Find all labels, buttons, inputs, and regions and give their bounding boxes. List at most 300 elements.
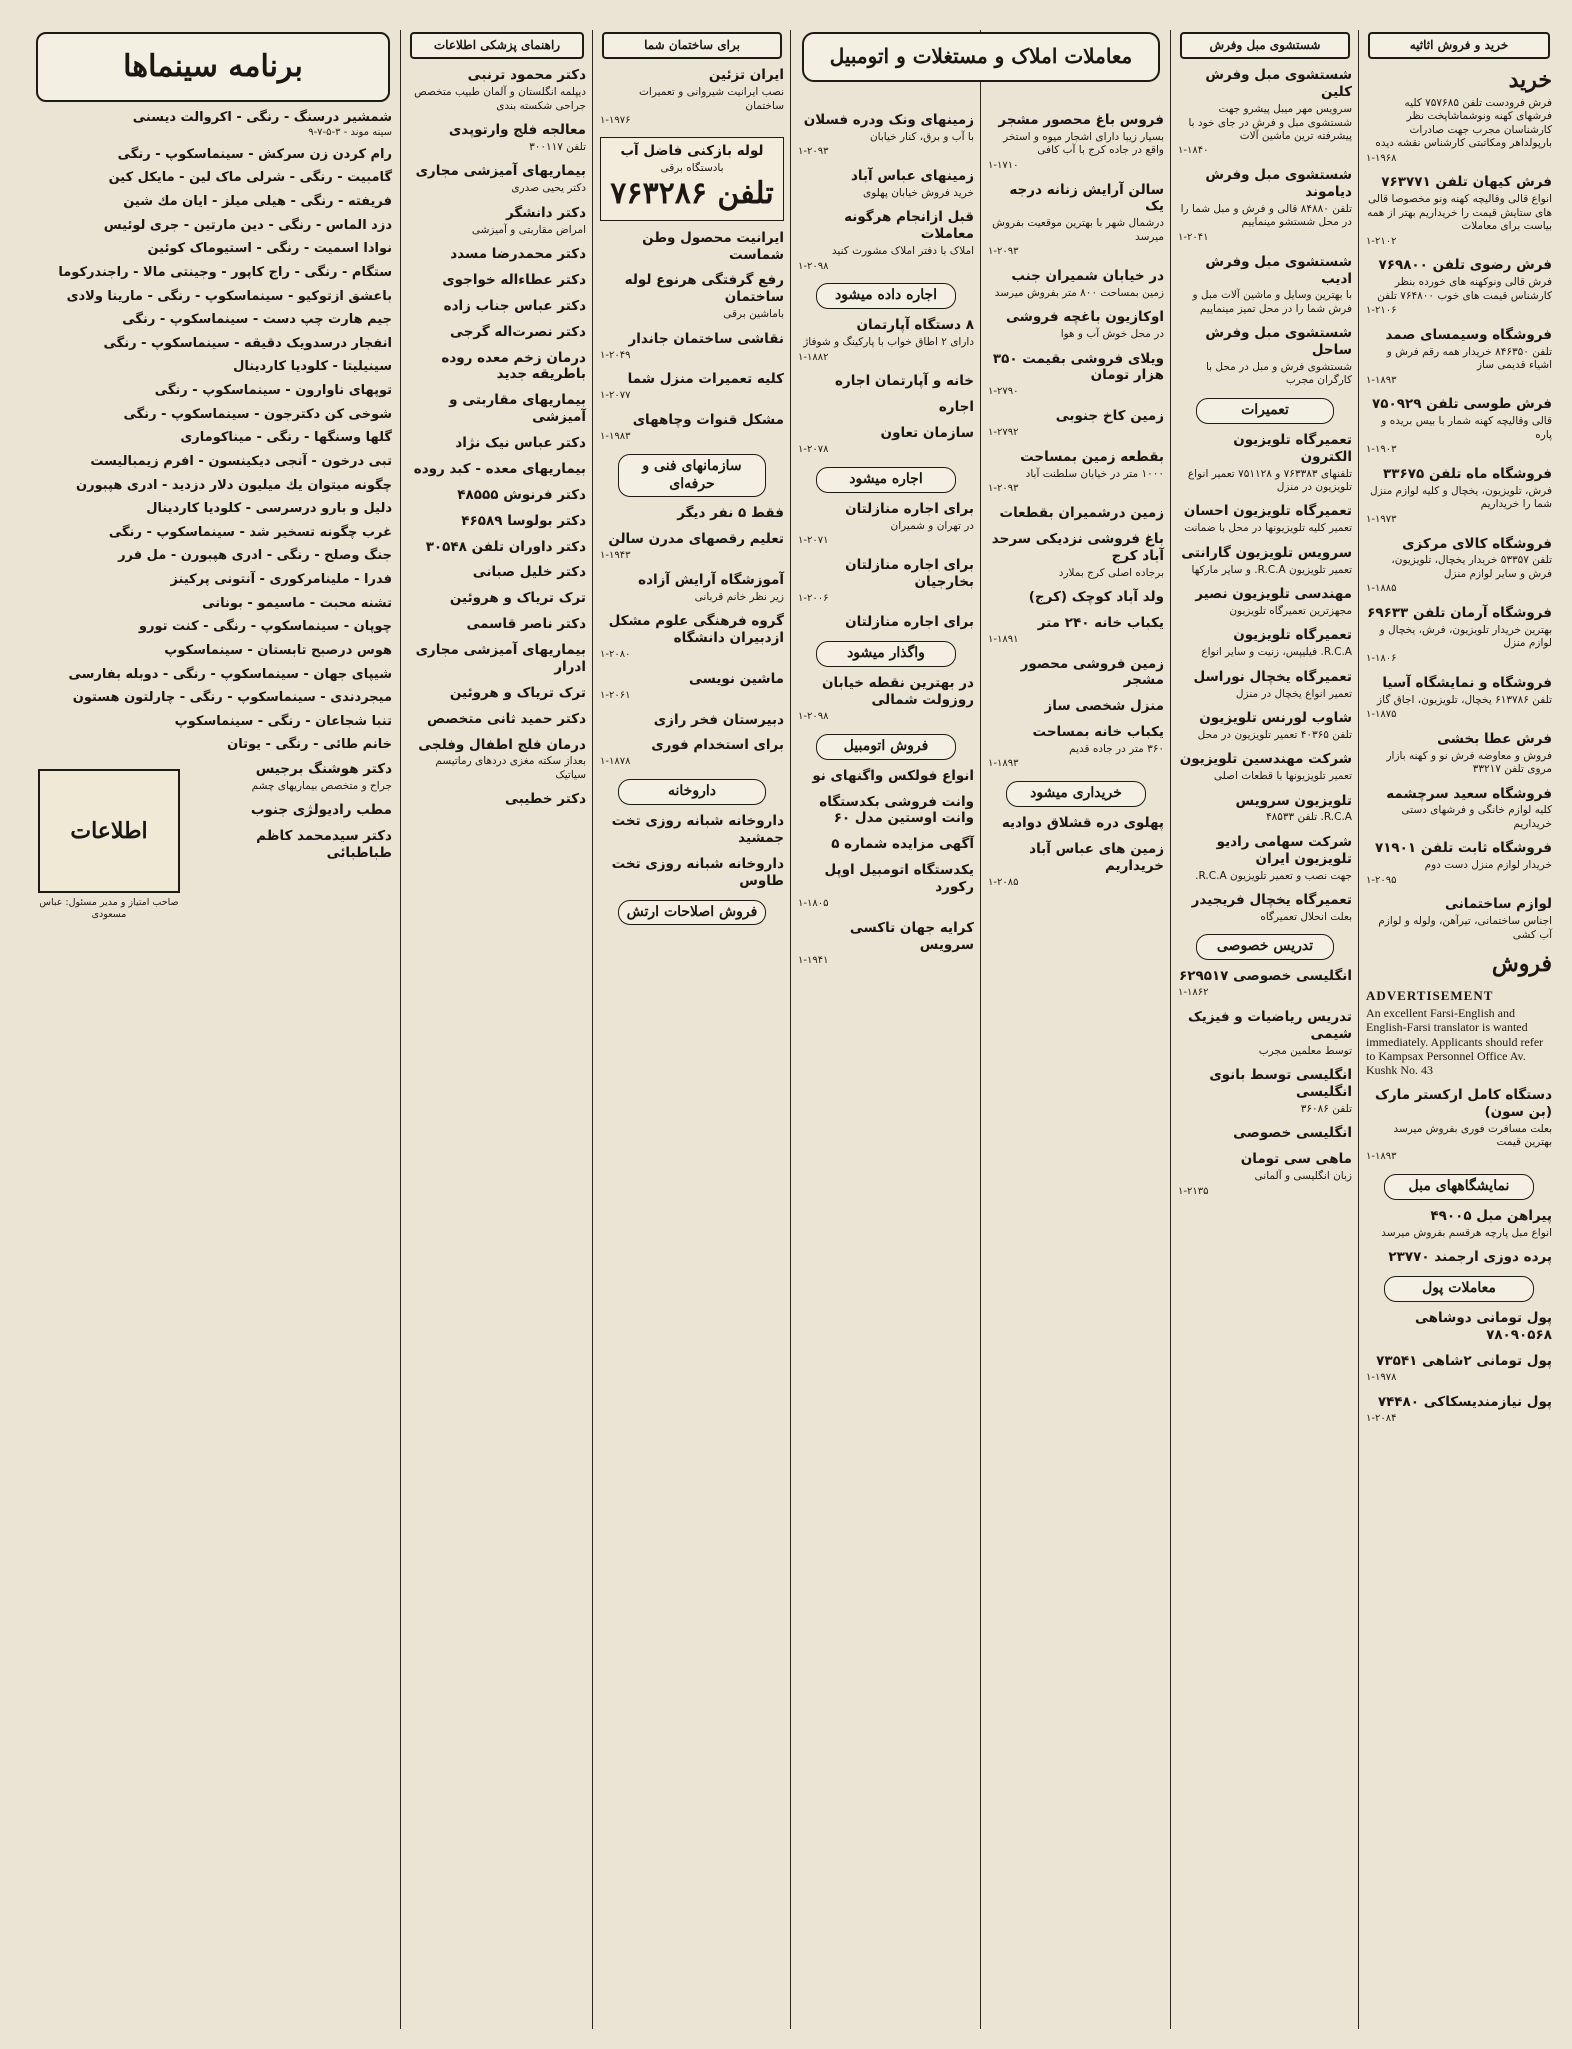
classified-ad	[1366, 731, 1552, 777]
classified-ad	[1366, 327, 1552, 388]
ad-title: فرش طوسی تلفن ۷۵۰۹۲۹	[1372, 396, 1552, 413]
ad-code: ۱-۱۸۰۶	[1366, 652, 1397, 664]
ad-code: ۱-۲۰۷۱	[798, 535, 829, 547]
classified-ad	[798, 317, 974, 364]
classified-ad	[408, 298, 586, 315]
movie-title: غرب چگونه تسخیر شد - سینماسکوپ - رنگی	[108, 524, 392, 540]
ad-body: شستشوی فرش و مبل در محل با کارگران مجرب	[1205, 361, 1352, 387]
section-title: برای ساختمان شما	[602, 32, 782, 59]
ad-body: اجناس ساختمانی، تیرآهن، ولوله و لوازم آب کشی	[1378, 915, 1552, 941]
ad-title: دکتر خطیبی	[505, 791, 586, 808]
subsection-title: معاملات پول	[1384, 1276, 1534, 1302]
ad-code: ۱-۱۸۰۵	[798, 897, 829, 909]
ad-body: جراح و متخصص بیماریهای چشم	[251, 779, 392, 792]
ad-body: تعمیر کلیه تلویزیونها در محل با ضمانت	[1184, 522, 1352, 535]
ad-title: فروشگاه کالای مرکزی	[1402, 535, 1552, 552]
column-furniture-cleaning-repairs	[1174, 28, 1356, 2031]
ad-title: سالن آرایش زنانه درجه یک	[1009, 181, 1164, 215]
classified-ad	[190, 761, 392, 793]
ad-title: یکدستگاه اتومبیل اوپل رکورد	[824, 862, 974, 896]
movie-listing	[34, 478, 392, 495]
ad-body: تلفن ۴۰۳۶۵ تعمیر تلویزیون در محل	[1197, 728, 1352, 741]
newspaper-logo	[38, 769, 180, 893]
ad-title: شستشوی مبل وفرش کلین	[1205, 67, 1352, 101]
classified-ad	[1178, 751, 1352, 783]
ad-code: ۱-۲۰۹۵	[1366, 874, 1397, 886]
movie-title: تنبا شجاعان - رنگی - سینماسکوپ	[174, 713, 392, 729]
classified-ad	[798, 557, 974, 606]
classified-ad	[1178, 1067, 1352, 1116]
ad-body: برجاده اصلی کرج بملارد	[1058, 566, 1164, 579]
ad-code: ۱-۲۰۴۱	[1178, 231, 1209, 243]
classified-ad	[1366, 257, 1552, 318]
ad-title: فرش کیهان تلفن ۷۶۳۷۷۱	[1381, 174, 1552, 191]
movie-title: رام کردن زن سرکش - سینماسکوپ - رنگی	[117, 146, 392, 162]
classified-ad	[798, 836, 974, 853]
movie-times: سینه موند - ۳-۵-۷-۹	[308, 127, 392, 139]
ad-body: تعمیر تلویزیون R.C.A. و سایر مارکها	[1191, 563, 1352, 576]
ad-body: قالی وقالیچه کهنه شمار با بیس بریده و پاره	[1381, 415, 1552, 441]
ad-title: شاوب لورنس تلویزیون	[1199, 709, 1352, 726]
ad-code: ۱-۲۱۰۲	[1366, 235, 1397, 247]
classified-ad	[600, 371, 784, 403]
classified-ad	[798, 862, 974, 911]
ad-body: تلفن ۶۱۳۷۸۶ یخچال، تلویزیون، اجاق گاز	[1377, 693, 1552, 706]
movie-title: چوپان - سینماسکوپ - رنگی - کنت تورو	[138, 619, 392, 635]
ad-code: ۱-۱۹۷۶	[600, 115, 631, 127]
movie-title: شوخی کن دکترجون - سینماسکوپ - رنگی	[123, 406, 392, 422]
classified-ad	[988, 531, 1164, 580]
ad-title: زمین درشمیران بقطعات	[999, 504, 1164, 521]
classified-ad	[408, 246, 586, 263]
column-building-services	[596, 28, 788, 2031]
ad-title: وانت فروشی بکدستگاه وانت اوستین مدل ۶۰	[819, 793, 974, 827]
classified-ad	[408, 272, 586, 289]
ad-body: تعمیر تلویزیونها با قطعات اصلی	[1213, 770, 1352, 783]
movie-listing	[34, 147, 392, 164]
ad-title: باغ فروشی نزدیکی سرحد آباد کرج	[991, 530, 1164, 564]
ad-title: یکباب خانه بمساحت	[1032, 724, 1164, 741]
ad-body: تلفن ۸۴۸۸۰ قالی و فرش و مبل شما را در محل شستشو مینماییم	[1180, 202, 1352, 229]
ad-title: ماشین نویسی	[688, 670, 784, 687]
ad-title: دکتر ناصر قاسمی	[466, 616, 586, 633]
ad-title: درمان فلج اطفال وفلجی	[418, 736, 586, 753]
ad-title: پول تومانی ۲شاهی ۷۳۵۴۱	[1376, 1353, 1552, 1370]
movie-title: هوس درصبح تابستان - سینماسکوپ	[164, 642, 392, 658]
ad-body: R.C.A. تلفن ۴۸۵۳۳	[1265, 811, 1352, 824]
ad-body: فرش، تلویزیون، یخچال و کلیه لوازم منزل شما را خریداریم	[1369, 484, 1552, 511]
classified-ad	[408, 163, 586, 195]
ad-code: ۱-۱۹۷۳	[1366, 513, 1397, 525]
ad-title: شرکت مهندسین تلویزیون	[1179, 751, 1352, 768]
ad-title: خرید	[1508, 67, 1552, 94]
ad-body: فروش و معاوضه فرش نو و کهنه بازار مروی تلفن ۳۳۲۱۷	[1386, 749, 1552, 776]
ad-title: شستشوی مبل وفرش دیاموند	[1205, 167, 1352, 201]
classified-ad	[1178, 834, 1352, 883]
ad-title: فروشگاه وسیمسای صمد	[1385, 326, 1552, 343]
movie-title: فریفته - رنگی - هیلی میلز - ایان مك شین	[123, 194, 392, 210]
ad-body: بعداز سکته مغزی دردهای رماتیسم سیاتیک	[435, 755, 586, 781]
ad-title: دکتر هوشنگ برجیس	[255, 761, 392, 778]
classified-ad	[408, 642, 586, 676]
ad-body: تلفن ۵۳۳۵۷ خریدار یخچال، تلویزیون، فرش و سایر لوازم منزل	[1391, 554, 1552, 580]
bottom-block	[34, 761, 392, 921]
movie-listing	[34, 643, 392, 660]
pipe-cleaning-ad	[600, 137, 784, 221]
ad-title: خانه و آپارتمان اجاره	[835, 373, 974, 390]
section-title: شستشوی مبل وفرش	[1180, 32, 1350, 59]
ad-title: تعمیرگاه تلویزیون الکترون	[1233, 431, 1352, 465]
movie-title: میجردندی - سینماسکوپ - رنگی - چارلتون هستون	[72, 690, 392, 706]
ad-title: زمینهای ونک ودره فسلان	[803, 112, 974, 128]
ad-subtitle: بادستگاه برقی	[660, 161, 724, 174]
ad-title: دکتر داوران تلفن ۳۰۵۴۸	[425, 538, 586, 555]
subsection-title: سازمانهای فنی و حرفه‌ای	[618, 454, 766, 498]
ad-title: دکتر محمود ترنبی	[467, 67, 586, 84]
movie-listing	[34, 525, 392, 542]
ad-title: دکتر عباس نیک نژاد	[455, 435, 586, 452]
ad-title: مهندسی تلویزیون نصیر	[1195, 586, 1352, 603]
ad-title: پهلوی دره قشلاق دوادیه	[1001, 815, 1164, 832]
masthead-seal	[34, 761, 184, 921]
classified-ad	[1178, 892, 1352, 924]
classified-ad	[988, 841, 1164, 890]
movie-listing	[34, 430, 392, 447]
ad-title: دکتر عطاءاله خواجوی	[442, 271, 586, 288]
ad-title: دکتر فرنوش ۴۸۵۵۵	[457, 486, 586, 503]
movie-title: شمشیر درسنگ - رنگی - اکروالت دیسنی	[132, 110, 392, 126]
ad-title: فرش عطا بخشی	[1437, 730, 1552, 747]
classified-ad	[190, 828, 392, 862]
classified-ad	[798, 373, 974, 390]
movie-title: فدرا - ملینامرکوری - آنتونی پرکینز	[170, 572, 392, 588]
movie-listing	[34, 454, 392, 471]
ad-code: ۱-۱۷۱۰	[988, 159, 1019, 171]
classified-ad	[1366, 1310, 1552, 1344]
classified-ad	[1178, 1125, 1352, 1142]
classified-ad	[1366, 1087, 1552, 1164]
ad-title: تلویزیون سرویس	[1235, 792, 1352, 809]
ad-body: مجهزترین تعمیرگاه تلویزیون	[1229, 604, 1352, 617]
movie-title: شیپای جهان - سینماسکوپ - رنگی - دوبله بفارسی	[68, 666, 392, 682]
ad-title: منزل شخصی ساز	[1044, 698, 1164, 715]
subsection-title: فروش اتومبیل	[816, 734, 956, 760]
ad-title: زمین فروشی محصور مشجر	[1020, 655, 1164, 689]
classified-ad	[1178, 325, 1352, 388]
ad-body: املاک با دفتر املاک مشورت کنید	[831, 245, 974, 258]
classified-ad	[988, 505, 1164, 522]
ad-code: ۱-۱۹۶۸	[1366, 152, 1397, 164]
ad-title: مطب رادیولژی جنوب	[250, 802, 392, 819]
classified-ad	[1366, 174, 1552, 248]
classified-ad	[408, 122, 586, 154]
column-cinema-program	[30, 28, 396, 2031]
ad-code: ۱-۱۹۸۳	[600, 430, 631, 442]
classified-ad	[1366, 1249, 1552, 1266]
classified-ad	[408, 737, 586, 783]
classified-ad	[408, 513, 586, 530]
ad-title: سازمان تعاون	[880, 425, 974, 442]
ad-body: تلفن ۳۶۰۸۶	[1300, 1102, 1352, 1115]
ad-title: دکتر نصرت‌اله گرجی	[450, 323, 586, 340]
movie-listing	[34, 737, 392, 754]
column-rentals-cars	[794, 112, 978, 2031]
classified-ad	[408, 461, 586, 478]
column-rule	[790, 30, 791, 2029]
classified-ad	[1178, 586, 1352, 618]
movie-title: توپهای ناوارون - سینماسکوپ - رنگی	[154, 383, 392, 399]
movie-title: تشنه محبت - ماسیمو - بونانی	[202, 595, 392, 611]
ad-title: اجاره	[938, 399, 974, 416]
ad-code: ۱-۲۰۹۳	[988, 483, 1019, 495]
classified-ad	[1178, 545, 1352, 577]
ad-title: تعلیم رقصهای مدرن سالن	[608, 531, 784, 548]
ad-title: تعمیرگاه تلویزیون احسان	[1183, 503, 1352, 520]
ad-body: سرویس مهر میبل پیشرو جهت شستشوی مبل و فرش در جای خود با پیشرفته ترین ماشین آلات	[1188, 103, 1352, 142]
ad-title: آگهی مزایده شماره ۵	[831, 836, 974, 853]
ad-title: رفع گرفتگی هرنوع لوله ساختمان	[624, 272, 784, 306]
movie-listing	[34, 110, 392, 139]
movie-title: جنگ وصلح - رنگی - ادری هپبورن - مل فرر	[118, 548, 392, 564]
movie-listing	[34, 596, 392, 613]
movie-listing	[34, 407, 392, 424]
classified-ad	[600, 813, 784, 847]
column-rule	[980, 30, 981, 2029]
movie-title: سینیلیتا - کلودیا کاردینال	[233, 359, 392, 375]
ad-body: باماشین برقی	[723, 308, 784, 321]
classified-ad	[408, 392, 586, 426]
ad-body: تلفن ۳۰۰۱۱۷	[529, 140, 586, 153]
ad-body: ۱۰۰۰ متر در خیابان سلطنت آباد	[1025, 467, 1164, 480]
movie-listing	[34, 336, 392, 353]
ad-title: قبل ازانجام هرگونه معاملات	[844, 209, 974, 243]
ad-code: ۱-۲۰۰۶	[798, 592, 829, 604]
ad-code: ۱-۲۰۸۵	[988, 876, 1019, 888]
ad-code: ۱-۱۸۸۵	[1366, 583, 1397, 595]
classified-ad	[600, 613, 784, 662]
classified-ad	[988, 724, 1164, 771]
classified-ad	[988, 615, 1164, 647]
movie-listing	[34, 690, 392, 707]
ad-body: جهت نصب و تعمیر تلویزیون R.C.A.	[1195, 869, 1352, 882]
ad-body: دارای ۲ اطاق خواب با پارکینگ و شوفاژ	[803, 336, 974, 349]
movie-listing	[34, 714, 392, 731]
classified-ad	[1178, 710, 1352, 742]
movie-listing	[34, 667, 392, 684]
ad-title: زمین های عباس آباد خریداریم	[1029, 841, 1164, 874]
classified-ad	[600, 671, 784, 703]
ad-title: دکتر محمدرضا مسدد	[450, 246, 586, 263]
classified-ad	[1178, 968, 1352, 1000]
classified-ad	[600, 412, 784, 444]
classified-ad	[798, 794, 974, 828]
ad-body: بعلت مسافرت فوری بفروش میرسد بهترین قیمت	[1393, 1122, 1552, 1149]
ad-title: بیماریهای معده - کبد روده	[413, 460, 586, 477]
ad-code: ۱-۱۹۴۳	[600, 550, 631, 562]
ad-title: داروخانه شبانه روزی تخت طاوس	[611, 855, 784, 889]
ad-title: درمان زخم معده روده باطریقه جدید	[441, 349, 586, 383]
classified-ad	[408, 435, 586, 452]
ad-title: ویلای فروشی بقیمت ۳۵۰ هزار تومان	[992, 350, 1164, 384]
ad-body: زمین بمساحت ۸۰۰ متر بفروش میرسد	[994, 286, 1164, 299]
classified-ad	[798, 614, 974, 631]
ad-title: ایران تزئین	[708, 67, 784, 84]
section-title: راهنمای پزشکی اطلاعات	[410, 32, 584, 59]
ad-code: ۱-۱۸۴۰	[1178, 145, 1209, 157]
classified-ad	[1366, 896, 1552, 942]
movie-title: انفجار درسدویک دقیقه - سینماسکوپ - رنگی	[103, 335, 392, 351]
classified-ad	[798, 112, 974, 159]
ad-body: امراض مقاربتی و آمیزشی	[471, 223, 586, 236]
ad-body: فرش قالی ونوکهنه های خورده بنظر کارشناس قیمت های خوب ۷۶۴۸۰۰ تلفن	[1377, 276, 1552, 302]
classified-ad	[988, 589, 1164, 606]
ad-title: شستشوی مبل وفرش ادیب	[1205, 253, 1352, 287]
section-title: خرید و فروش اثاثیه	[1368, 32, 1550, 59]
movie-title: جیم هارت چپ دست - سینماسکوپ - رنگی	[122, 312, 392, 328]
ad-code: ۱-۱۸۹۳	[988, 758, 1019, 770]
ad-body: ۳۶۰ متر در جاده قدیم	[1069, 743, 1164, 756]
ad-code: ۱-۲۰۹۸	[798, 260, 829, 272]
classified-ad	[1366, 536, 1552, 597]
ad-title: بیماریهای آمیزشی مجاری	[415, 163, 586, 180]
ad-body: نصب ایرانیت شیروانی و تعمیرات ساختمان	[639, 86, 784, 112]
ad-title: برای اجاره منازلتان	[845, 614, 974, 631]
ad-title: زمینهای عباس آباد	[850, 168, 974, 185]
ad-code: ۱-۲۰۴۹	[600, 349, 631, 361]
classified-ad	[1178, 67, 1352, 158]
ad-body: توسط معلمین مجرب	[1258, 1044, 1352, 1057]
ad-title: ایرانیت محصول وطن شماست	[642, 229, 784, 263]
movie-listing	[34, 265, 392, 282]
ad-title: زمین کاخ جنوبی	[1055, 408, 1164, 425]
classified-ad	[408, 564, 586, 581]
classified-ad	[798, 768, 974, 785]
column-rule	[400, 30, 401, 2029]
classified-ad	[988, 656, 1164, 690]
ad-code: ۱-۲۰۶۱	[600, 689, 631, 701]
ad-code: ۱-۱۸۹۱	[988, 633, 1019, 645]
ad-title: آموزشگاه آرایش آزاده	[638, 572, 784, 589]
classified-ad	[408, 324, 586, 341]
ad-title: بیماریهای مقاربتی و آمیزشی	[449, 392, 586, 426]
classified-ad	[988, 351, 1164, 400]
ad-code: ۱-۲۰۸۰	[600, 649, 631, 661]
ad-body: انواع مبل پارچه هرقسم بفروش میرسد	[1381, 1227, 1552, 1240]
classified-ad	[1178, 503, 1352, 535]
ad-body: بسیار زیبا دارای اشجار میوه و استخر واقع در جاده کرج با آب کافی	[1003, 130, 1164, 157]
column-furniture-sale	[1362, 28, 1556, 2031]
classified-ad	[798, 168, 974, 200]
movie-listing	[34, 241, 392, 258]
classified-ad	[600, 572, 784, 604]
ad-body: انواع قالی وقالیچه کهنه ونو مخصوصا قالی های ستایش قیمت را خریداریم بهتر از همه بیاست برای معاملات	[1367, 193, 1552, 233]
movie-listing	[34, 572, 392, 589]
ad-body: خریدار لوازم منزل دست دوم	[1424, 859, 1552, 872]
classified-ad	[1366, 1394, 1552, 1426]
ad-title: یکباب خانه ۲۴۰ متر	[1037, 614, 1164, 631]
ad-code: ۱-۲۱۳۵	[1178, 1185, 1209, 1197]
movie-listing	[34, 194, 392, 211]
real-estate-banner-area	[796, 28, 1166, 108]
classified-ad	[1366, 951, 1552, 979]
classified-ad	[1178, 793, 1352, 825]
ad-code: ۱-۱۸۷۵	[1366, 708, 1397, 720]
ad-title: دکتر بولوسا ۴۶۵۸۹	[461, 512, 586, 529]
classified-ad	[798, 501, 974, 548]
ad-body: کلیه لوازم خانگی و فرشهای دستی خریداریم	[1401, 804, 1552, 830]
ad-title: دکتر حمید ثانی متخصص	[426, 710, 586, 727]
ad-title: معالجه فلج وارتوپدی	[448, 122, 586, 139]
ad-title: انگلیسی خصوصی	[1233, 1125, 1352, 1142]
ad-body: درشمال شهر با بهترین موقعیت بفروش میرسد	[992, 217, 1164, 243]
ad-body: خرید فروش خیابان پهلوی	[862, 186, 974, 199]
classified-ad	[1366, 675, 1552, 722]
classified-ad	[408, 67, 586, 113]
movie-title: ستگام - رنگی - راج کاپور - وجینتی مالا - راجندرکوما	[58, 264, 392, 280]
ad-code: ۱-۱۹۴۱	[798, 955, 829, 967]
ad-title: فرش رضوی تلفن ۷۶۹۸۰۰	[1378, 257, 1552, 274]
classified-ad	[1366, 67, 1552, 165]
ad-body: با بهترین وسایل و ماشین آلات مبل و فرش شما را در محل تمیز مینماییم	[1192, 289, 1352, 315]
ad-title: لوله بازکنی فاضل آب	[620, 142, 764, 159]
classified-ad	[408, 539, 586, 556]
subsection-title: واگذار میشود	[816, 641, 956, 667]
classified-ad	[600, 531, 784, 563]
movie-listing	[34, 359, 392, 376]
movie-listing	[34, 619, 392, 636]
classified-ad	[408, 590, 586, 607]
publisher-line: صاحب امتیاز و مدیر مسئول: عباس مسعودی	[39, 897, 179, 921]
cinema-banner: برنامه سینماها	[36, 32, 390, 102]
movie-title: دلیل و بارو درسرسی - کلودیا کاردینال	[146, 501, 392, 517]
movie-title: گلها وسنگها - رنگی - میناکوماری	[180, 430, 392, 446]
ad-title: انواع فولکس واگنهای نو	[812, 767, 974, 784]
ad-title: تدریس ریاضیات و فیزیک شیمی	[1187, 1009, 1352, 1042]
movie-title: خانم طائی - رنگی - یوتان	[227, 737, 392, 753]
ad-body: An excellent Farsi-English and English-Farsi translator is wanted immediately. Applicants should refer to Kampsax Personnel Office Av. Kushk No. 43	[1366, 1005, 1544, 1078]
ad-title: ترک تریاک و هروئین	[449, 684, 586, 701]
ad-code: ۱-۲۰۹۸	[798, 710, 829, 722]
movie-listing	[34, 383, 392, 400]
ad-title: فروشگاه آرمان تلفن ۶۹۶۳۳	[1367, 605, 1552, 622]
ad-title: سرویس تلویزیون گارانتی	[1181, 544, 1352, 561]
section-banner: معاملات املاک و مستغلات و اتومبیل	[802, 32, 1160, 82]
classified-ad	[988, 112, 1164, 173]
classified-ad	[1366, 786, 1552, 832]
movie-title: باعشق ازتوکیو - سینماسکوپ - رنگی - مارینا ولادی	[66, 288, 392, 304]
ad-title: تعمیرگاه تلویزیون	[1233, 627, 1352, 644]
ad-body: زبان انگلیسی و آلمانی	[1254, 1170, 1352, 1183]
classified-ad	[600, 712, 784, 729]
ad-title: ۸ دستگاه آپارتمان	[856, 317, 974, 334]
ad-body: فرش فرودست تلفن ۷۵۷۶۸۵ کلیه فرشهای کهنه ونوشماشاپخت نظر کارشناسان مجرب جهت صادرات بارپولداهر ومکاتبتی کارشناس نقشه دیده	[1375, 96, 1552, 150]
classified-ad	[988, 309, 1164, 341]
ad-body: بعلت انحلال تعمیرگاه	[1260, 910, 1352, 923]
classified-ad	[1178, 669, 1352, 701]
ad-body: دکتر یحیی صدری	[511, 182, 586, 195]
ad-body: بهترین خریدار تلویزیون، فرش، یخچال و لوازم منزل	[1379, 624, 1552, 650]
ad-title: بقطعه زمین بمساحت	[1020, 448, 1164, 465]
classified-ad	[798, 209, 974, 273]
classified-ad	[988, 182, 1164, 259]
classified-ad	[1366, 605, 1552, 666]
classified-ad	[1178, 432, 1352, 495]
column-rule	[1170, 30, 1171, 2029]
ad-body: دیپلمه انگلستان و آلمان طبیب متخصص جراحی شکسته بندی	[414, 86, 586, 112]
classified-ad	[798, 399, 974, 416]
ad-title: برای اجاره منازلتان	[845, 500, 974, 517]
ad-title: ولد آباد کوچک (کرج)	[1028, 588, 1164, 605]
